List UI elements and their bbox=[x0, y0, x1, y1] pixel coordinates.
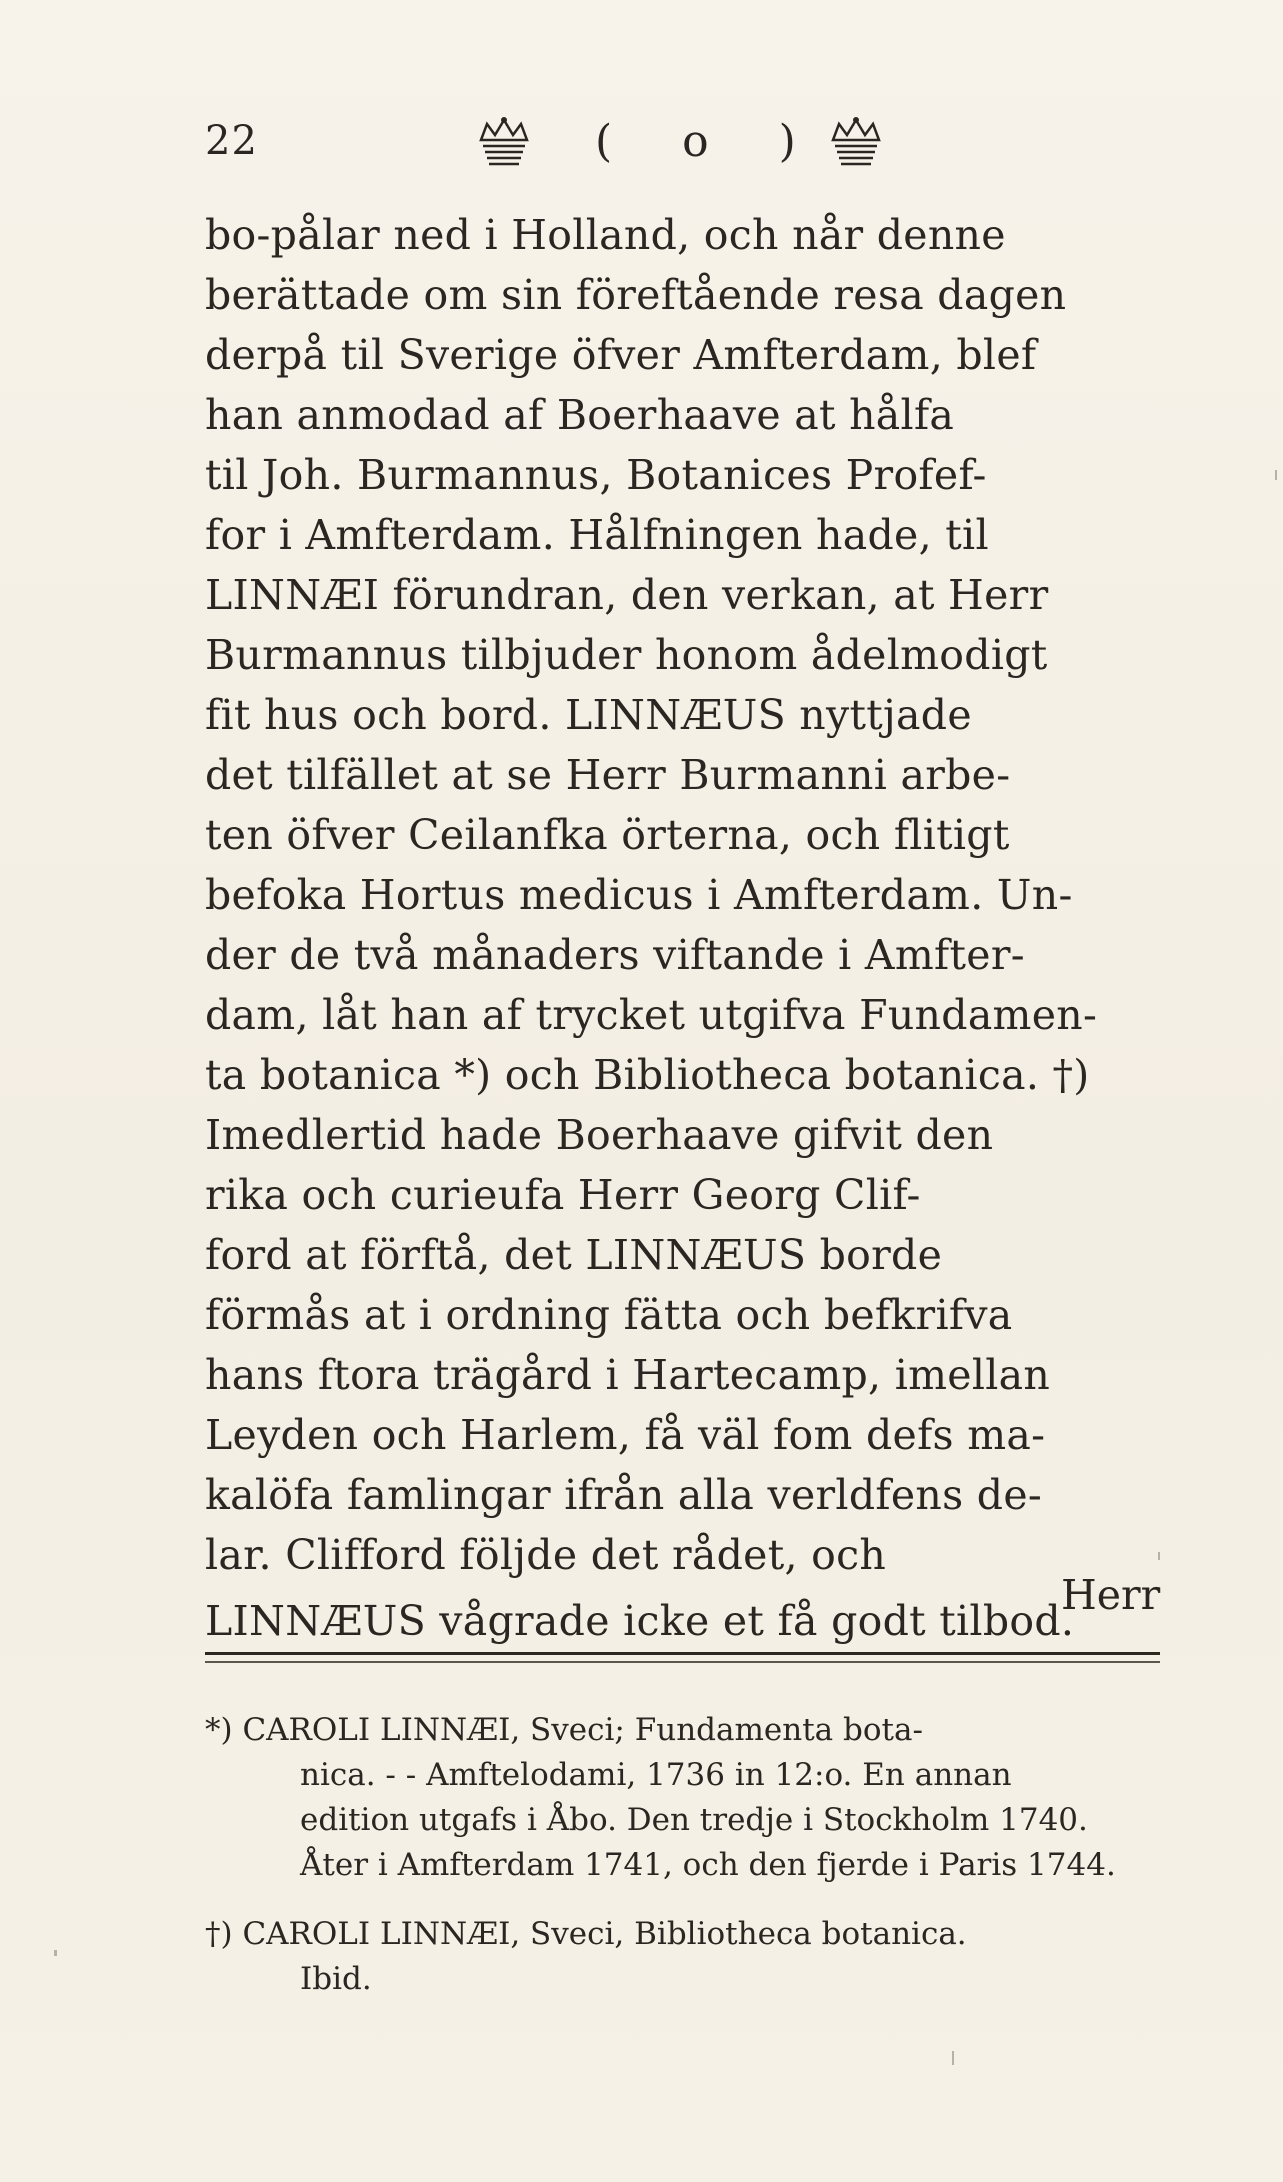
footnote-line: Åter i Amfterdam 1741, och den fjerde i Paris 1744. bbox=[300, 1847, 1116, 1883]
text-line: kalöfa famlingar ifrån alla verldfens de- bbox=[205, 1471, 1043, 1519]
text-line: ford at förftå, det LINNÆUS borde bbox=[205, 1231, 943, 1279]
footnote-rule bbox=[205, 1652, 1160, 1663]
running-header bbox=[205, 110, 1105, 190]
text-line: dam, låt han af trycket utgifva Fundamen- bbox=[205, 991, 1098, 1039]
catchword: Herr bbox=[1061, 1571, 1161, 1619]
text-line: LINNÆI förundran, den verkan, at Herr bbox=[205, 571, 1049, 619]
footnote-line: Ibid. bbox=[300, 1961, 372, 1997]
text-line: for i Amfterdam. Hålfningen hade, til bbox=[205, 511, 989, 559]
paper-speck bbox=[54, 1950, 57, 1956]
crown-ornament-icon bbox=[825, 110, 887, 172]
paper-speck bbox=[1158, 1552, 1160, 1560]
page-number: 22 bbox=[205, 118, 258, 164]
text-line: der de två månaders viftande i Amfter- bbox=[205, 931, 1025, 979]
text-line: fit hus och bord. LINNÆUS nyttjade bbox=[205, 691, 972, 739]
text-line: hans ftora trägård i Hartecamp, imellan bbox=[205, 1351, 1051, 1399]
text-line: til Joh. Burmannus, Botanices Profef- bbox=[205, 451, 987, 499]
footnote-line: *) CAROLI LINNÆI, Sveci; Fundamenta bota- bbox=[205, 1712, 923, 1748]
footnote-line: †) CAROLI LINNÆI, Sveci, Bibliotheca botanica. bbox=[205, 1916, 967, 1952]
text-line: berättade om sin föreftående resa dagen bbox=[205, 271, 1067, 319]
body-text bbox=[205, 205, 1165, 1651]
header-title: ( o ) bbox=[595, 116, 824, 167]
text-line: Burmannus tilbjuder honom ådelmodigt bbox=[205, 631, 1048, 679]
text-line: ta botanica *) och Bibliotheca botanica. †) bbox=[205, 1051, 1090, 1099]
text-line: förmås at i ordning fätta och befkrifva bbox=[205, 1291, 1013, 1339]
text-line: derpå til Sverige öfver Amfterdam, blef bbox=[205, 331, 1037, 379]
text-line: befoka Hortus medicus i Amfterdam. Un- bbox=[205, 871, 1073, 919]
paper-speck bbox=[1275, 470, 1277, 480]
footnote-spacer bbox=[205, 1888, 1160, 1912]
text-line: det tilfället at se Herr Burmanni arbe- bbox=[205, 751, 1011, 799]
footnotes bbox=[205, 1708, 1160, 2002]
crown-ornament-icon bbox=[473, 110, 535, 172]
text-line: rika och curieufa Herr Georg Clif- bbox=[205, 1171, 921, 1219]
text-line: Imedlertid hade Boerhaave gifvit den bbox=[205, 1111, 994, 1159]
footnote-line: edition utgafs i Åbo. Den tredje i Stockholm 1740. bbox=[300, 1802, 1088, 1838]
text-line: bo-pålar ned i Holland, och når denne bbox=[205, 211, 1006, 259]
text-line: LINNÆUS vågrade icke et få godt tilbod. bbox=[205, 1597, 1075, 1645]
text-line: Leyden och Harlem, få väl fom defs ma- bbox=[205, 1411, 1046, 1459]
text-line: han anmodad af Boerhaave at hålfa bbox=[205, 391, 955, 439]
paper-speck bbox=[952, 2051, 954, 2065]
text-line: lar. Clifford följde det rådet, och bbox=[205, 1531, 887, 1579]
footnote-line: nica. - - Amftelodami, 1736 in 12:o. En annan bbox=[300, 1757, 1012, 1793]
text-line: ten öfver Ceilanfka örterna, och flitigt bbox=[205, 811, 1010, 859]
